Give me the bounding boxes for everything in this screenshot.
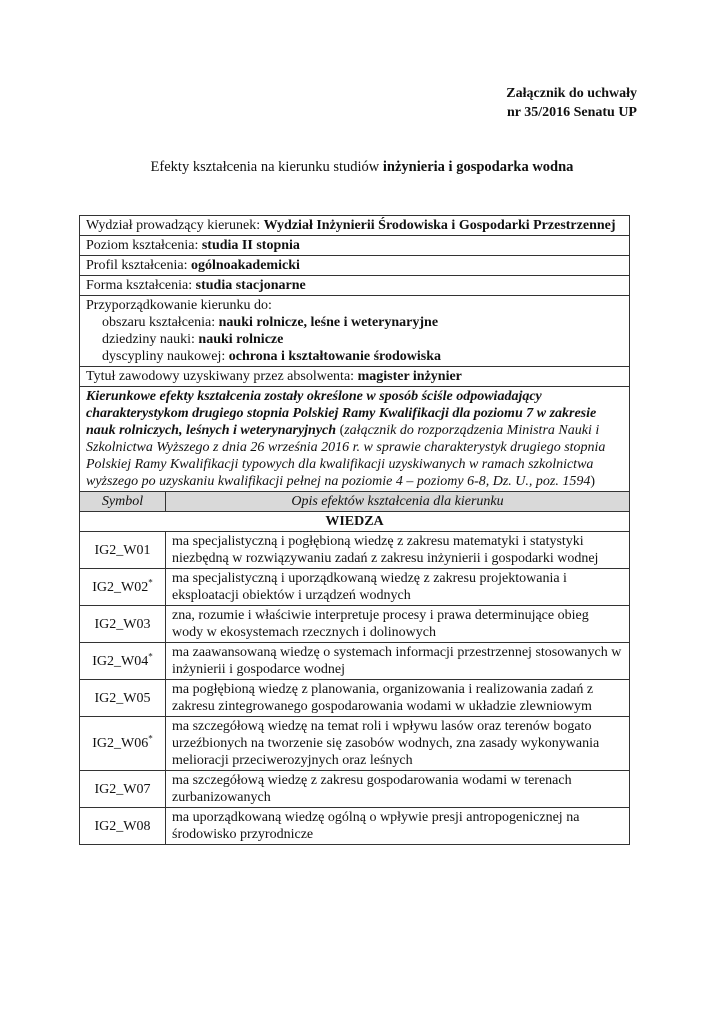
- table-row: [80, 569, 630, 606]
- discipline-label: dyscypliny naukowej:: [102, 349, 229, 364]
- degree-label: Tytuł zawodowy uzyskiwany przez absolwenta:: [86, 369, 358, 384]
- effect-symbol: IG2_W06: [92, 736, 149, 751]
- area-value: nauki rolnicze, leśne i weterynaryjne: [218, 315, 439, 330]
- degree-value: magister inżynier: [357, 369, 462, 384]
- form-label: Forma kształcenia:: [86, 278, 196, 293]
- faculty-row: [80, 216, 630, 236]
- area-label: obszaru kształcenia:: [102, 315, 219, 330]
- assignment-label: Przyporządkowanie kierunku do:: [86, 298, 272, 313]
- faculty-label: Wydział prowadzący kierunek:: [86, 218, 264, 233]
- effect-mark: *: [148, 576, 153, 587]
- level-row: [80, 236, 630, 256]
- level-label: Poziom kształcenia:: [86, 238, 202, 253]
- assignment-row: [80, 296, 630, 367]
- notice-bold: Kierunkowe efekty kształcenia zostały określone w sposób ściśle odpowiadający charakterystykom drugiego stopnia Polskiej Ramy Kwalifikacji dla poziomu 7 w zakresie nauk rolniczych, leśnych i weterynaryjnych: [86, 389, 597, 438]
- annex-line-2: nr 35/2016 Senatu UP: [506, 105, 637, 120]
- effect-description: ma szczegółową wiedzę z zakresu gospodarowania wodami w terenach zurbanizowanych: [166, 771, 630, 808]
- effect-description: ma szczegółową wiedzę na temat roli i wpływu lasów oraz terenów bogato urzeźbionych na tworzenie się zasobów wodnych, zna zasady wykonywania melioracji przeciwerozyjnych oraz leśnych: [166, 717, 630, 771]
- table-row: [80, 532, 630, 569]
- table-row: [80, 680, 630, 717]
- effect-symbol-cell: [80, 771, 166, 808]
- table-row: [80, 771, 630, 808]
- effect-description: zna, rozumie i właściwie interpretuje procesy i prawa determinujące obieg wody w ekosystemach rzecznych i dolinowych: [166, 606, 630, 643]
- effect-symbol: IG2_W08: [94, 818, 151, 834]
- degree-row: [80, 367, 630, 387]
- annex-line-1: Załącznik do uchwały: [506, 86, 637, 101]
- effect-description: ma pogłębioną wiedzę z planowania, organizowania i realizowania zadań z zakresu zintegrowanego gospodarowania wodami w układzie zlewniowym: [166, 680, 630, 717]
- domain-line: [86, 331, 623, 348]
- form-value: studia stacjonarne: [195, 278, 306, 293]
- notice-row: [80, 387, 630, 492]
- effect-symbol: IG2_W02: [92, 579, 149, 595]
- domain-value: nauki rolnicze: [198, 332, 284, 347]
- title-prefix: Efekty kształcenia na kierunku studiów: [150, 159, 383, 175]
- effect-symbol: IG2_W04: [92, 653, 149, 669]
- effect-symbol-cell: [80, 717, 166, 771]
- section-title: WIEDZA: [80, 512, 630, 532]
- title-field: inżynieria i gospodarka wodna: [382, 159, 574, 175]
- effect-description: ma specjalistyczną i pogłębioną wiedzę z zakresu matematyki i statystyki niezbędną w rozwiązywaniu zadań z zakresu inżynierii i gospodarki wodnej: [166, 532, 630, 569]
- document-title: [0, 159, 724, 176]
- annex-heading: [506, 84, 637, 122]
- effect-symbol-cell: [80, 680, 166, 717]
- effect-symbol-cell: [80, 808, 166, 845]
- header-symbol: Symbol: [80, 492, 166, 512]
- effect-mark: *: [148, 733, 153, 744]
- profile-row: [80, 256, 630, 276]
- discipline-line: [86, 348, 623, 365]
- effect-symbol: IG2_W05: [94, 690, 151, 706]
- effect-rows: [80, 532, 630, 845]
- effect-mark: *: [148, 650, 153, 661]
- domain-label: dziedziny nauki:: [102, 332, 199, 347]
- effect-symbol-cell: [80, 569, 166, 606]
- notice-italic: załącznik do rozporządzenia Ministra Nauki i Szkolnictwa Wyższego z dnia 26 września 2016 r. w sprawie charakterystyk drugiego stopnia Polskiej Ramy Kwalifikacji typowych dla kwalifikacji uzyskiwanych w ramach szkolnictwa wyższego po uzyskaniu kwalifikacji pełnej na poziomie 4 – poziomy 6-8, Dz. U., poz. 1594: [86, 423, 606, 489]
- effect-description: ma zaawansowaną wiedzę o systemach informacji przestrzennej stosowanych w inżynierii i gospodarce wodnej: [166, 643, 630, 680]
- notice-paren-close: ): [590, 474, 596, 489]
- effect-description: ma specjalistyczną i uporządkowaną wiedzę z zakresu projektowania i eksploatacji obiektów i urządzeń wodnych: [166, 569, 630, 606]
- table-row: [80, 808, 630, 845]
- table-row: [80, 643, 630, 680]
- section-row: [80, 512, 630, 532]
- header-description: Opis efektów kształcenia dla kierunku: [166, 492, 630, 512]
- effects-table: [79, 215, 630, 845]
- effect-symbol: IG2_W07: [94, 781, 151, 797]
- effect-symbol-cell: [80, 643, 166, 680]
- effect-symbol-cell: [80, 606, 166, 643]
- discipline-value: ochrona i kształtowanie środowiska: [228, 349, 441, 364]
- table-row: [80, 606, 630, 643]
- level-value: studia II stopnia: [201, 238, 300, 253]
- faculty-value: Wydział Inżynierii Środowiska i Gospodarki Przestrzennej: [263, 218, 616, 233]
- notice-paren-open: (: [336, 423, 345, 438]
- area-line: [86, 314, 623, 331]
- table-row: [80, 717, 630, 771]
- form-row: [80, 276, 630, 296]
- effect-description: ma uporządkowaną wiedzę ogólną o wpływie presji antropogenicznej na środowisko przyrodnicze: [166, 808, 630, 845]
- effect-symbol-cell: [80, 532, 166, 569]
- effect-symbol: IG2_W01: [94, 542, 151, 558]
- effect-symbol: IG2_W03: [94, 616, 151, 632]
- table-header: [80, 492, 630, 512]
- profile-value: ogólnoakademicki: [190, 258, 300, 273]
- profile-label: Profil kształcenia:: [86, 258, 191, 273]
